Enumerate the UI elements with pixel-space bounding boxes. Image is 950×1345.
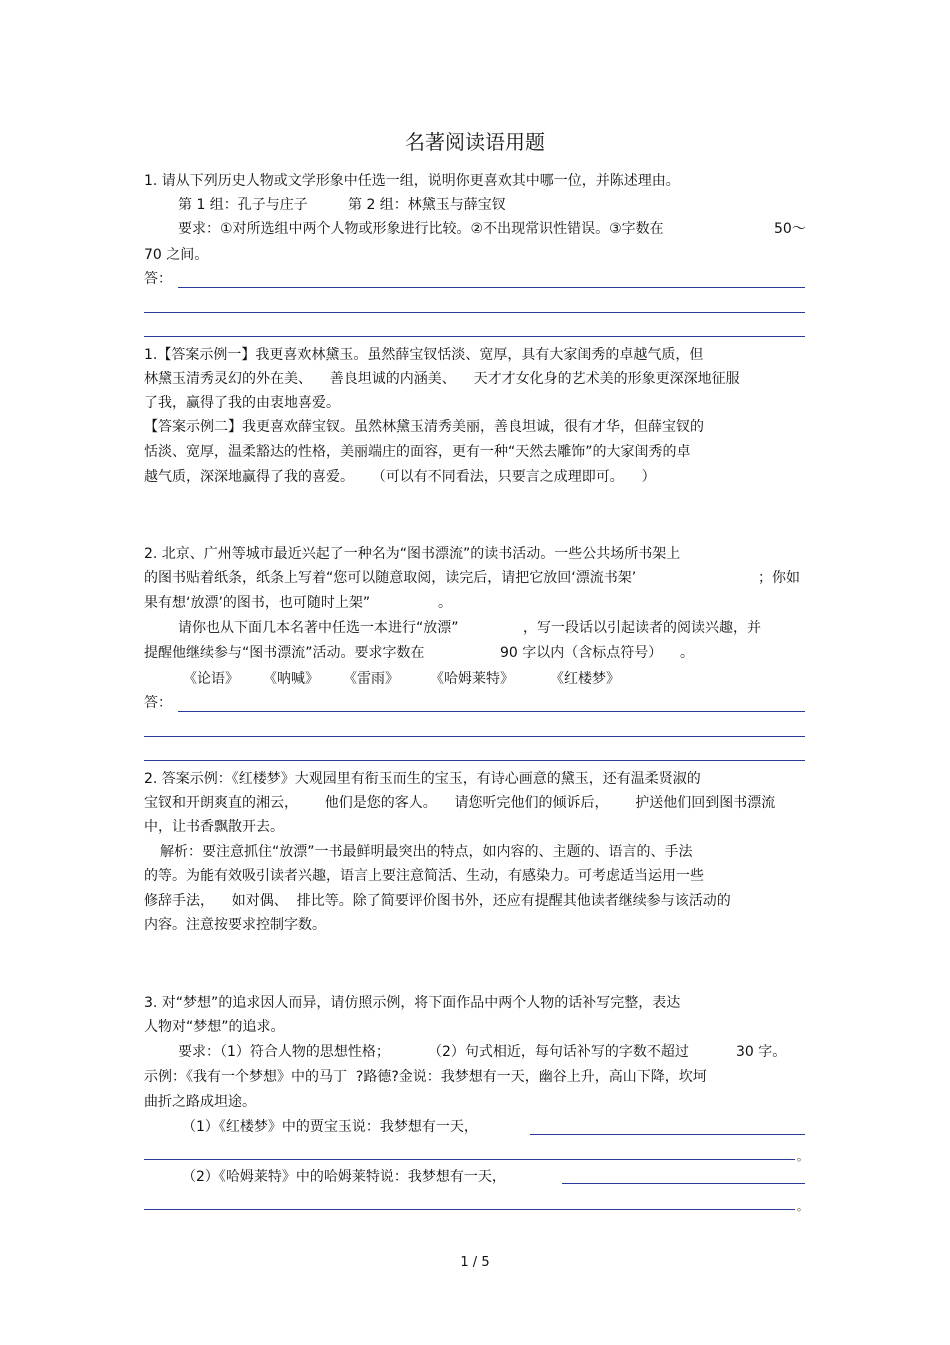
q3-requirement-2: （2）句式相近，每句话补写的字数不超过	[428, 1044, 689, 1060]
q1-answer-label: 答：	[144, 271, 172, 287]
q2-line-5: 提醒他继续参与“图书漂流”活动。要求字数在	[144, 645, 425, 661]
q2-line-2: 的图书贴着纸条，纸条上写着“您可以随意取阅，读完后，请把它放回‘漂流书架’	[144, 570, 637, 586]
q3-item-1-period: 。	[797, 1150, 808, 1163]
q2-line-4: 请你也从下面几本名著中任选一本进行“放漂”	[178, 620, 459, 636]
q3-requirement: 要求：（1）符合人物的思想性格；	[178, 1044, 390, 1060]
q1-requirement: 要求：①对所选组中两个人物或形象进行比较。②不出现常识性错误。③字数在	[178, 221, 664, 237]
q3-example-end: 曲折之路成坦途。	[144, 1094, 256, 1110]
a2-line: 修辞手法， 如对偶、 排比等。除了简要评价图书外，还应有提醒其他读者继续参与该活动的	[144, 893, 731, 909]
q3-requirement-end: 30 字。	[736, 1044, 787, 1060]
a1-line: 了我，赢得了我的由衷地喜爱。	[144, 395, 340, 411]
a2-line: 2. 答案示例：《红楼梦》大观园里有衔玉而生的宝玉，有诗心画意的黛玉，还有温柔贤淑的	[144, 771, 701, 787]
a1-line: 越气质，深深地赢得了我的喜爱。 （可以有不同看法，只要言之成理即可。 ）	[144, 469, 656, 485]
book-option: 《雷雨》	[343, 671, 399, 687]
a1-line: 林黛玉清秀灵幻的外在美、 善良坦诚的内涵美、 天才才女化身的艺术美的形象更深深地征服	[144, 371, 740, 387]
q2-line-2-end: ；你如	[758, 570, 800, 586]
q1-requirement-range: 50～	[774, 221, 806, 237]
q1-requirement-end: 70 之间。	[144, 247, 209, 263]
q2-answer-line-3[interactable]	[144, 760, 805, 761]
book-option: 《哈姆莱特》	[430, 671, 514, 687]
page-title: 名著阅读语用题	[405, 130, 545, 154]
a2-line: 的等。为能有效吸引读者兴趣，语言上要注意简活、生动，有感染力。可考虑适当运用一些	[144, 868, 704, 884]
page-number: 1 / 5	[460, 1255, 490, 1270]
q2-line-3-end: 。	[438, 595, 452, 611]
q3-item-2-period: 。	[797, 1200, 808, 1213]
q1-stem: 1. 请从下列历史人物或文学形象中任选一组，说明你更喜欢其中哪一位，并陈述理由。	[144, 173, 680, 189]
book-option: 《论语》	[183, 671, 239, 687]
q3-item-2-blank[interactable]	[562, 1183, 805, 1184]
q2-word-limit: 90 字以内（含标点符号）	[500, 645, 663, 661]
q3-line-2: 人物对“梦想”的追求。	[144, 1019, 285, 1035]
a2-line: 内容。注意按要求控制字数。	[144, 917, 326, 933]
q2-line-1: 2. 北京、广州等城市最近兴起了一种名为“图书漂流”的读书活动。一些公共场所书架上	[144, 546, 681, 562]
a2-line: 解析：要注意抓住“放漂”一书最鲜明最突出的特点，如内容的、主题的、语言的、手法	[160, 844, 693, 860]
q1-group2: 第 2 组：林黛玉与薛宝钗	[348, 197, 506, 213]
q2-line-4-end: ，写一段话以引起读者的阅读兴趣，并	[523, 620, 761, 636]
a1-line: 1.【答案示例一】我更喜欢林黛玉。虽然薛宝钗恬淡、宽厚，具有大家闺秀的卓越气质，但	[144, 347, 704, 363]
book-option: 《红楼梦》	[550, 671, 620, 687]
q3-item-2: （2）《哈姆莱特》中的哈姆莱特说：我梦想有一天，	[182, 1169, 506, 1185]
a2-line: 中，让书香飘散开去。	[144, 819, 284, 835]
q1-answer-line-1[interactable]	[178, 287, 805, 288]
a2-line: 宝钗和开朗爽直的湘云， 他们是您的客人。 请您听完他们的倾诉后， 护送他们回到图书漂流	[144, 795, 776, 811]
book-option: 《呐喊》	[263, 671, 319, 687]
q3-item-1-blank-2[interactable]	[144, 1159, 795, 1160]
q3-line-1: 3. 对“梦想”的追求因人而异，请仿照示例，将下面作品中两个人物的话补写完整，表达	[144, 995, 681, 1011]
q2-line-5-end: 。	[680, 645, 694, 661]
q2-answer-label: 答：	[144, 695, 172, 711]
q2-answer-line-2[interactable]	[144, 736, 805, 737]
q1-group1: 第 1 组：孔子与庄子	[178, 197, 308, 213]
q2-answer-line-1[interactable]	[178, 711, 805, 712]
q3-item-1: （1）《红楼梦》中的贾宝玉说：我梦想有一天，	[182, 1119, 478, 1135]
q1-answer-line-3[interactable]	[144, 336, 805, 337]
q3-example: 示例：《我有一个梦想》中的马丁 ?路德?金说：我梦想有一天，幽谷上升，高山下降，坎坷	[144, 1069, 707, 1085]
a1-line: 恬淡、宽厚，温柔豁达的性格，美丽端庄的面容，更有一种“天然去雕饰”的大家闺秀的卓	[144, 444, 691, 460]
q2-line-3: 果有想‘放漂’的图书，也可随时上架”	[144, 595, 371, 611]
q1-answer-line-2[interactable]	[144, 312, 805, 313]
a1-line: 【答案示例二】我更喜欢薛宝钗。虽然林黛玉清秀美丽，善良坦诚，很有才华，但薛宝钗的	[144, 419, 704, 435]
q3-item-1-blank[interactable]	[530, 1134, 805, 1135]
q3-item-2-blank-2[interactable]	[144, 1209, 795, 1210]
